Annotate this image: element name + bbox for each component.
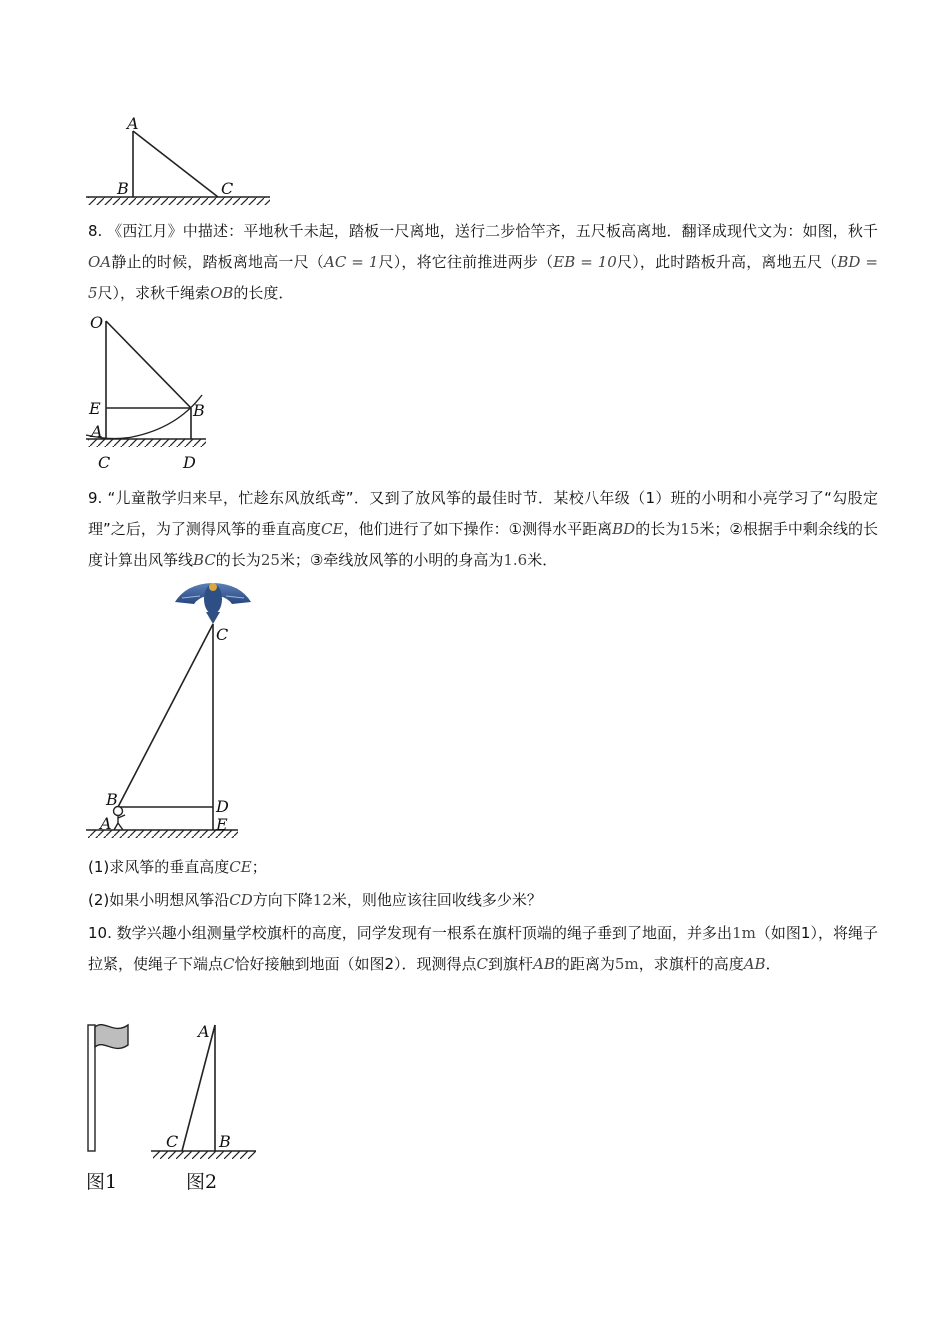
figure-q10-flagpole [80, 1015, 270, 1200]
kite-eagle-icon [175, 583, 251, 624]
question-9-text: 9. “儿童散学归来早，忙趁东风放纸鸢”．又到了放风筝的最佳时节．某校八年级（1）班的小明和小亮学习了“勾股定理”之后，为了测得风筝的垂直高度CE，他们进行了如下操作：①测得水平距离BD的长为15米；②根据手中剩余线的长度计算出风筝线BC的长为25米；③牵线放风筝的小明的身高为1.6米． [88, 489, 878, 569]
caption-figure-2: 图2 [186, 1171, 218, 1193]
label-c: C [216, 625, 229, 644]
rope-ac [182, 1025, 215, 1151]
question-number: 10. [88, 924, 112, 942]
label-o: O [90, 313, 104, 332]
figure-q9-kite [82, 580, 252, 845]
ground-hatch [88, 197, 270, 205]
question-8-text: 8. 《西江月》中描述：平地秋千未起，踏板一尺离地，送行二步恰竿齐，五尺板高离地．翻译成现代文为：如图，秋千OA静止的时候，踏板离地高一尺（AC = 1尺），将它往前推进两步（EB = 10尺），此时踏板升高，离地五尺（BD = 5尺），求秋千绳索OB的长度． [88, 222, 878, 302]
label-d: D [216, 797, 229, 816]
label-a: A [100, 814, 112, 833]
segment-ac [133, 131, 218, 197]
ground-hatch [153, 1151, 256, 1159]
label-a: A [198, 1022, 210, 1041]
label-a: A [127, 114, 139, 133]
label-b: B [106, 790, 118, 809]
label-e: E [216, 815, 228, 834]
question-number: 9. [88, 489, 103, 507]
question-10-text: 10. 数学兴趣小组测量学校旗杆的高度，同学发现有一根系在旗杆顶端的绳子垂到了地面，并多出1m（如图1），将绳子拉紧，使绳子下端点C恰好接触到地面（如图2）．现测得点C到旗杆AB的距离为5m，求旗杆的高度AB． [88, 924, 878, 973]
question-9-part-2: (2)如果小明想风筝沿CD方向下降12米，则他应该往回收线多少米？ [88, 891, 542, 909]
kite-string-bc [118, 624, 213, 807]
figure-q8-swing [82, 310, 222, 475]
label-d: D [183, 453, 196, 472]
question-9-part-1: (1)求风筝的垂直高度CE； [88, 858, 267, 876]
label-a: A [91, 422, 103, 441]
label-c: C [98, 453, 111, 472]
label-c: C [166, 1132, 179, 1151]
ground-hatch [88, 439, 206, 447]
flagpole-icon [88, 1025, 128, 1151]
label-e: E [89, 399, 101, 418]
figure-q7 [80, 110, 280, 210]
rope-ob [106, 321, 191, 408]
label-b: B [117, 179, 129, 198]
label-b: B [219, 1132, 231, 1151]
question-number: 8. [88, 222, 103, 240]
label-b: B [193, 401, 205, 420]
caption-figure-1: 图1 [86, 1171, 118, 1193]
person-icon [114, 807, 126, 831]
label-c: C [221, 179, 234, 198]
